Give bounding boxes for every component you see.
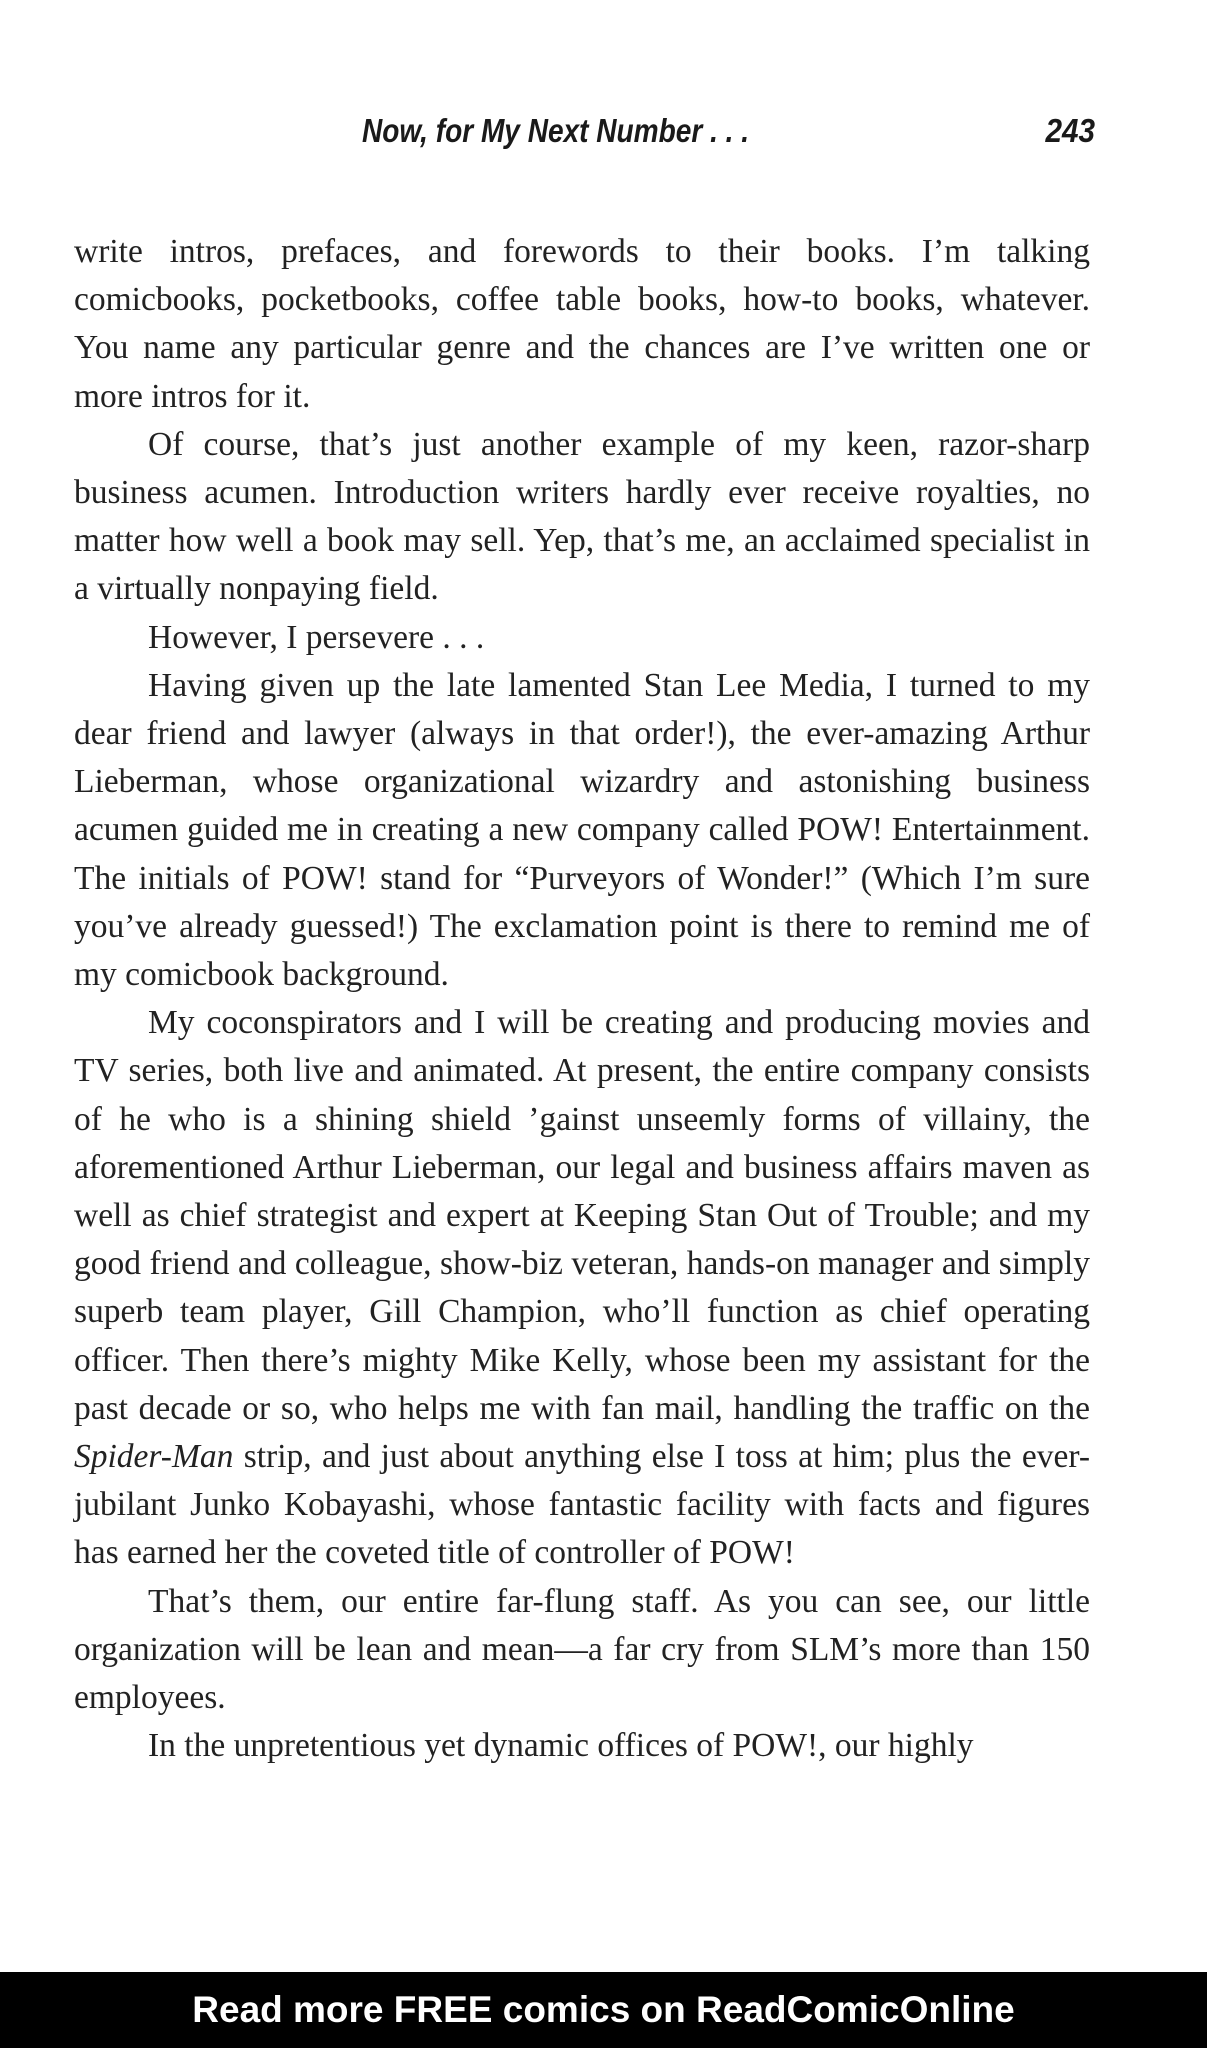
spider-man-title: Spider-Man xyxy=(74,1438,234,1476)
page-number: 243 xyxy=(1045,112,1095,149)
promo-banner[interactable] xyxy=(0,1972,1207,2048)
paragraph-5-text-a: My coconspirators and I will be creating and producing movies and TV series, both live and animated. At present, the entire company consists of he who is a shining shield ’gainst unseemly forms of villainy, the aforementioned Arthur Lieberman, our legal and business affairs maven as well as chief strategist and expert at Keeping Stan Out of Trouble; and my good friend and colleague, show-biz veteran, hands-on manager and simply superb team player, Gill Champion, who’ll function as chief operating officer. Then there’s mighty Mike Kelly, whose been my assistant for the past decade or so, who helps me with fan mail, handling the traffic on the xyxy=(74,1004,1090,1427)
paragraph-6: That’s them, our entire far-flung staff. As you can see, our little organization will be lean and mean—a far cry from SLM’s more than 150 employees. xyxy=(74,1582,1090,1717)
paragraph-5 xyxy=(74,999,1090,1577)
paragraph-1: write intros, prefaces, and forewords to their books. I’m talking comicbooks, pocketbooks, coffee table books, how-to books, whatever. You name any particular genre and the chances are I’ve written one or more intros for it. xyxy=(74,233,1090,415)
paragraph-2: Of course, that’s just another example of my keen, razor-sharp business acumen. Introduction writers hardly ever receive royalties, no matter how well a book may sell. Yep, that’s me, an acclaimed specialist in a virtually nonpaying field. xyxy=(74,425,1090,608)
promo-banner-text[interactable]: Read more FREE comics on ReadComicOnline xyxy=(192,1989,1015,2030)
running-title: Now, for My Next Number . . . xyxy=(362,112,750,149)
paragraph-3: However, I persevere . . . xyxy=(148,618,485,656)
paragraph-4: Having given up the late lamented Stan Lee Media, I turned to my dear friend and lawyer (always in that order!), the ever-amazing Arthur Lieberman, whose organizational wizardry and astonishing business acumen guided me in creating a new company called POW! Entertainment. The initials of POW! stand for “Purveyors of Wonder!” (Which I’m sure you’ve already guessed!) The exclamation point is there to remind me of my comicbook background. xyxy=(74,666,1090,994)
paragraph-7: In the unpretentious yet dynamic offices of POW!, our highly xyxy=(148,1727,974,1765)
running-head xyxy=(0,112,1207,162)
paragraph-5-text-b: strip, and just about anything else I toss at him; plus the ever-jubilant Junko Kobayashi, whose fantastic facility with facts and figures has earned her the coveted title of controller of POW! xyxy=(74,1438,1090,1572)
body-text xyxy=(74,228,1090,1771)
